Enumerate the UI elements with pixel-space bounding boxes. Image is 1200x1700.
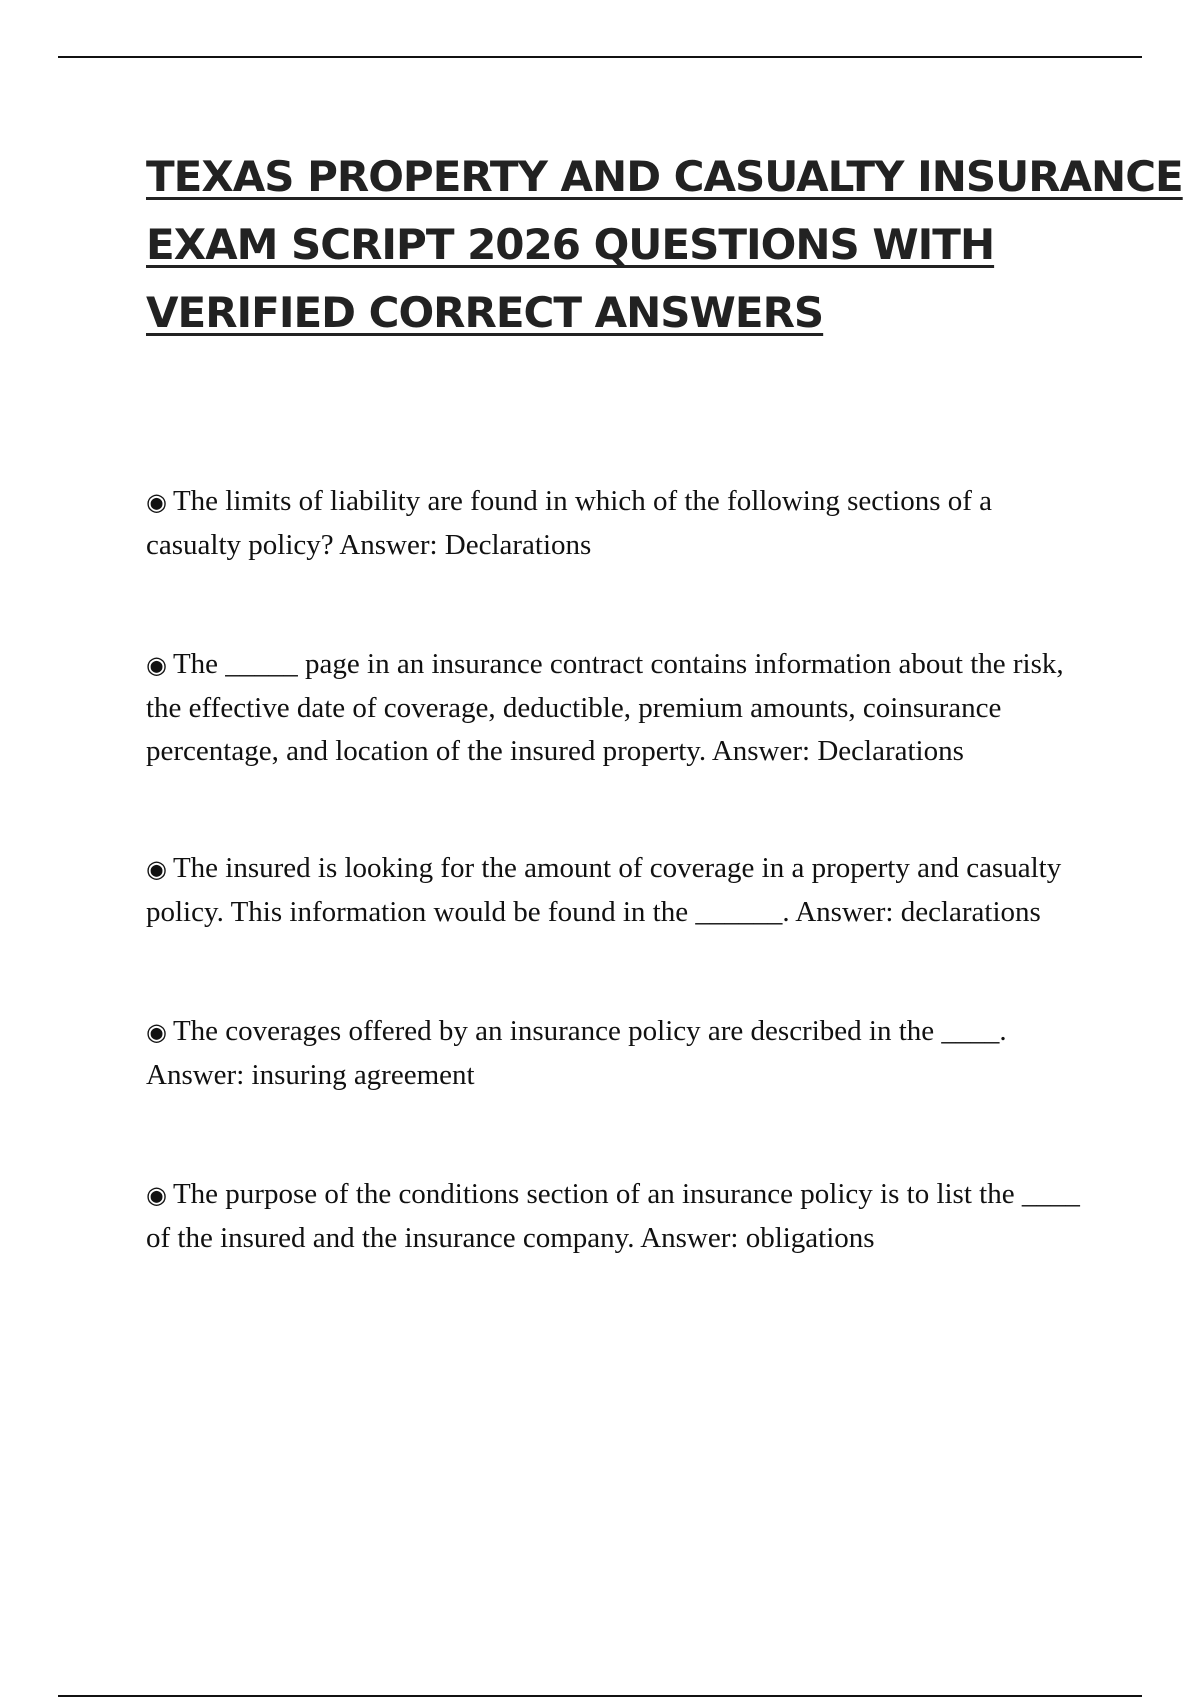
radio-bullet-icon: ◉: [146, 855, 167, 883]
title-line-2: EXAM SCRIPT 2026 QUESTIONS WITH: [146, 220, 995, 269]
document-title: [146, 143, 1183, 347]
qa-item-5: [146, 1173, 1091, 1260]
question-answer-list: [146, 480, 1091, 1260]
radio-bullet-icon: ◉: [146, 488, 167, 516]
title-line-3: VERIFIED CORRECT ANSWERS: [146, 288, 824, 337]
qa-item-4: [146, 1010, 1091, 1097]
qa-text: The coverages offered by an insurance policy are described in the ____. Answer: insuring agreement: [146, 1015, 1007, 1091]
bottom-divider: [58, 1695, 1142, 1697]
radio-bullet-icon: ◉: [146, 651, 167, 679]
top-divider: [58, 56, 1142, 58]
qa-item-1: [146, 480, 1091, 567]
radio-bullet-icon: ◉: [146, 1181, 167, 1209]
qa-item-2: [146, 643, 1091, 773]
qa-text: The purpose of the conditions section of an insurance policy is to list the ____ of the insured and the insurance company. Answer: obligations: [146, 1178, 1080, 1254]
qa-text: The insured is looking for the amount of coverage in a property and casualty policy. This information would be found in the ______. Answer: declarations: [146, 852, 1062, 928]
qa-text: The _____ page in an insurance contract contains information about the risk, the effective date of coverage, deductible, premium amounts, coinsurance percentage, and location of the insured property. Answer: Declarations: [146, 648, 1064, 767]
radio-bullet-icon: ◉: [146, 1018, 167, 1046]
qa-text: The limits of liability are found in which of the following sections of a casualty policy? Answer: Declarations: [146, 485, 993, 561]
qa-item-3: [146, 847, 1091, 934]
title-line-1: TEXAS PROPERTY AND CASUALTY INSURANCE: [146, 152, 1183, 201]
